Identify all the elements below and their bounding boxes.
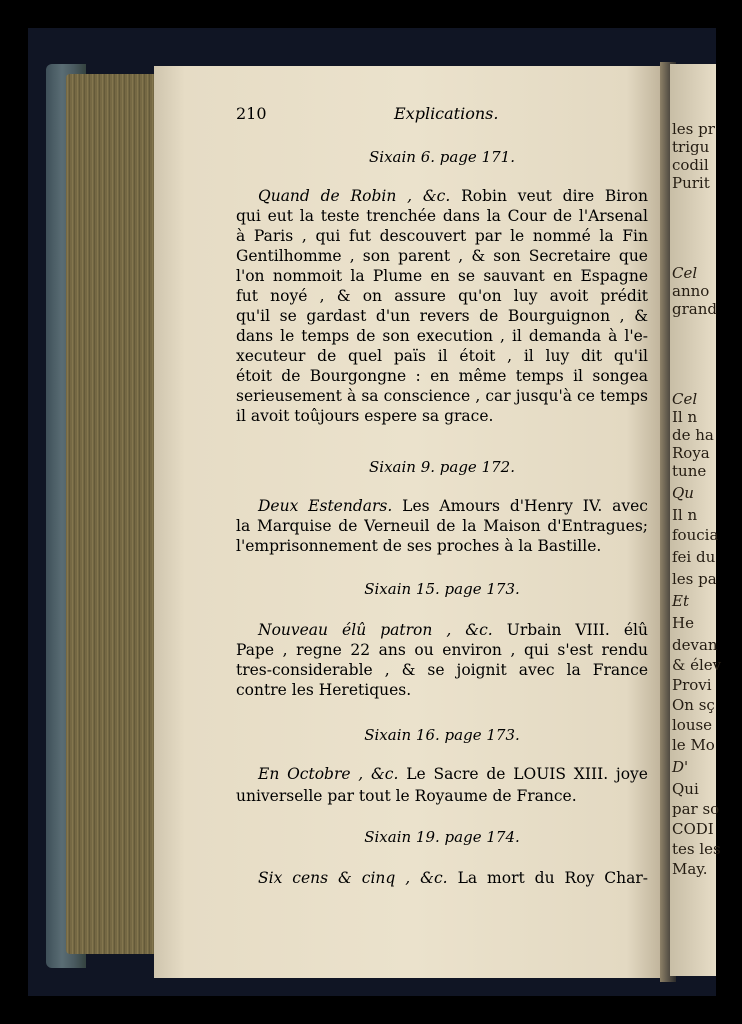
section-heading: Sixain 6. page 171. — [369, 148, 515, 166]
paragraph-line — [258, 186, 648, 206]
paragraph-line: qu'il se gardast d'un revers de Bourguignon , & — [236, 307, 648, 325]
section-heading: Sixain 9. page 172. — [369, 458, 515, 476]
facing-fragment: anno — [672, 282, 710, 300]
paragraph-line: Gentilhomme , son parent , & son Secretaire que — [236, 247, 648, 265]
page-number: 210 — [236, 104, 267, 123]
facing-fragment: Qui — [672, 780, 699, 798]
facing-fragment: May. — [672, 860, 708, 878]
facing-fragment: On sç — [672, 696, 715, 714]
facing-fragment: de ha — [672, 426, 714, 444]
section-heading: Sixain 15. page 173. — [364, 580, 520, 598]
facing-fragment: Cel — [672, 390, 698, 408]
facing-fragment: tes les — [672, 840, 721, 858]
lead-phrase: Deux Estendars. — [258, 497, 393, 515]
section-heading: Sixain 16. page 173. — [364, 726, 520, 744]
facing-fragment: fei du — [672, 548, 716, 566]
paragraph-line: l'emprisonnement de ses proches à la Bastille. — [236, 537, 602, 555]
paragraph-line: universelle par tout le Royaume de France. — [236, 787, 577, 805]
lead-phrase: Six cens & cinq , &c. — [258, 869, 448, 887]
facing-fragment: Provi — [672, 676, 712, 694]
right-page — [670, 64, 722, 976]
paragraph-line — [258, 496, 648, 516]
line-text: La mort du Roy Char- — [457, 869, 648, 887]
page-edges — [66, 74, 158, 954]
facing-fragment: Cel — [672, 264, 698, 282]
paragraph-line: il avoit toûjours espere sa grace. — [236, 407, 494, 425]
paragraph-line: l'on nommoit la Plume en se sauvant en Espagne — [236, 267, 648, 285]
line-text: Les Amours d'Henry IV. avec — [402, 497, 648, 515]
facing-fragment: les pa — [672, 570, 717, 588]
paragraph-line: fut noyé , & on assure qu'on luy avoit prédit — [236, 287, 648, 305]
line-text: Urbain VIII. élû — [506, 621, 648, 639]
lead-phrase: En Octobre , &c. — [258, 765, 399, 783]
paragraph-line: tres-considerable , & se joignit avec la France — [236, 661, 648, 679]
lead-phrase: Nouveau élû patron , &c. — [258, 621, 493, 639]
lead-phrase: Quand de Robin , &c. — [258, 187, 451, 205]
paragraph-line: qui eut la teste trenchée dans la Cour de l'Arsenal — [236, 207, 648, 225]
paragraph-line: serieusement à sa conscience , car jusqu'à ce temps — [236, 387, 648, 405]
running-title: Explications. — [394, 104, 499, 123]
paragraph-line: Pape , regne 22 ans ou environ , qui s'est rendu — [236, 641, 648, 659]
facing-fragment: louse — [672, 716, 713, 734]
line-text: Robin veut dire Biron — [461, 187, 648, 205]
paragraph-line — [258, 764, 648, 784]
facing-fragment: Roya — [672, 444, 710, 462]
facing-fragment: les pr — [672, 120, 715, 138]
facing-fragment: trigu — [672, 138, 710, 156]
facing-fragment: Et — [672, 592, 689, 610]
paragraph-line: xecuteur de quel païs il étoit , il luy dit qu'il — [236, 347, 648, 365]
paragraph-line: dans le temps de son execution , il demanda à l'e- — [236, 327, 648, 345]
facing-fragment: tune — [672, 462, 707, 480]
running-head — [236, 104, 656, 126]
facing-fragment: Purit — [672, 174, 710, 192]
facing-fragment: foucia — [672, 526, 719, 544]
facing-fragment: devan — [672, 636, 718, 654]
facing-fragment: He — [672, 614, 694, 632]
line-text: Le Sacre de LOUIS XIII. joye — [406, 765, 648, 783]
facing-fragment: Il n — [672, 506, 698, 524]
facing-fragment: Qu — [672, 484, 694, 502]
paragraph-line: à Paris , qui fut descouvert par le nommé la Fin — [236, 227, 648, 245]
facing-fragment: CODI — [672, 820, 714, 838]
facing-fragment: grand — [672, 300, 717, 318]
facing-fragment: par so — [672, 800, 720, 818]
facing-fragment: codil — [672, 156, 709, 174]
paragraph-line: la Marquise de Verneuil de la Maison d'Entragues; — [236, 517, 648, 535]
facing-fragment: Il n — [672, 408, 698, 426]
paragraph-line: contre les Heretiques. — [236, 681, 412, 699]
facing-fragment: D' — [672, 758, 689, 776]
paragraph-line: étoit de Bourgongne : en même temps il songea — [236, 367, 648, 385]
paragraph-line — [258, 868, 648, 888]
section-heading: Sixain 19. page 174. — [364, 828, 520, 846]
facing-fragment: le Mo — [672, 736, 715, 754]
paragraph-line — [258, 620, 648, 640]
facing-fragment: & élev — [672, 656, 722, 674]
